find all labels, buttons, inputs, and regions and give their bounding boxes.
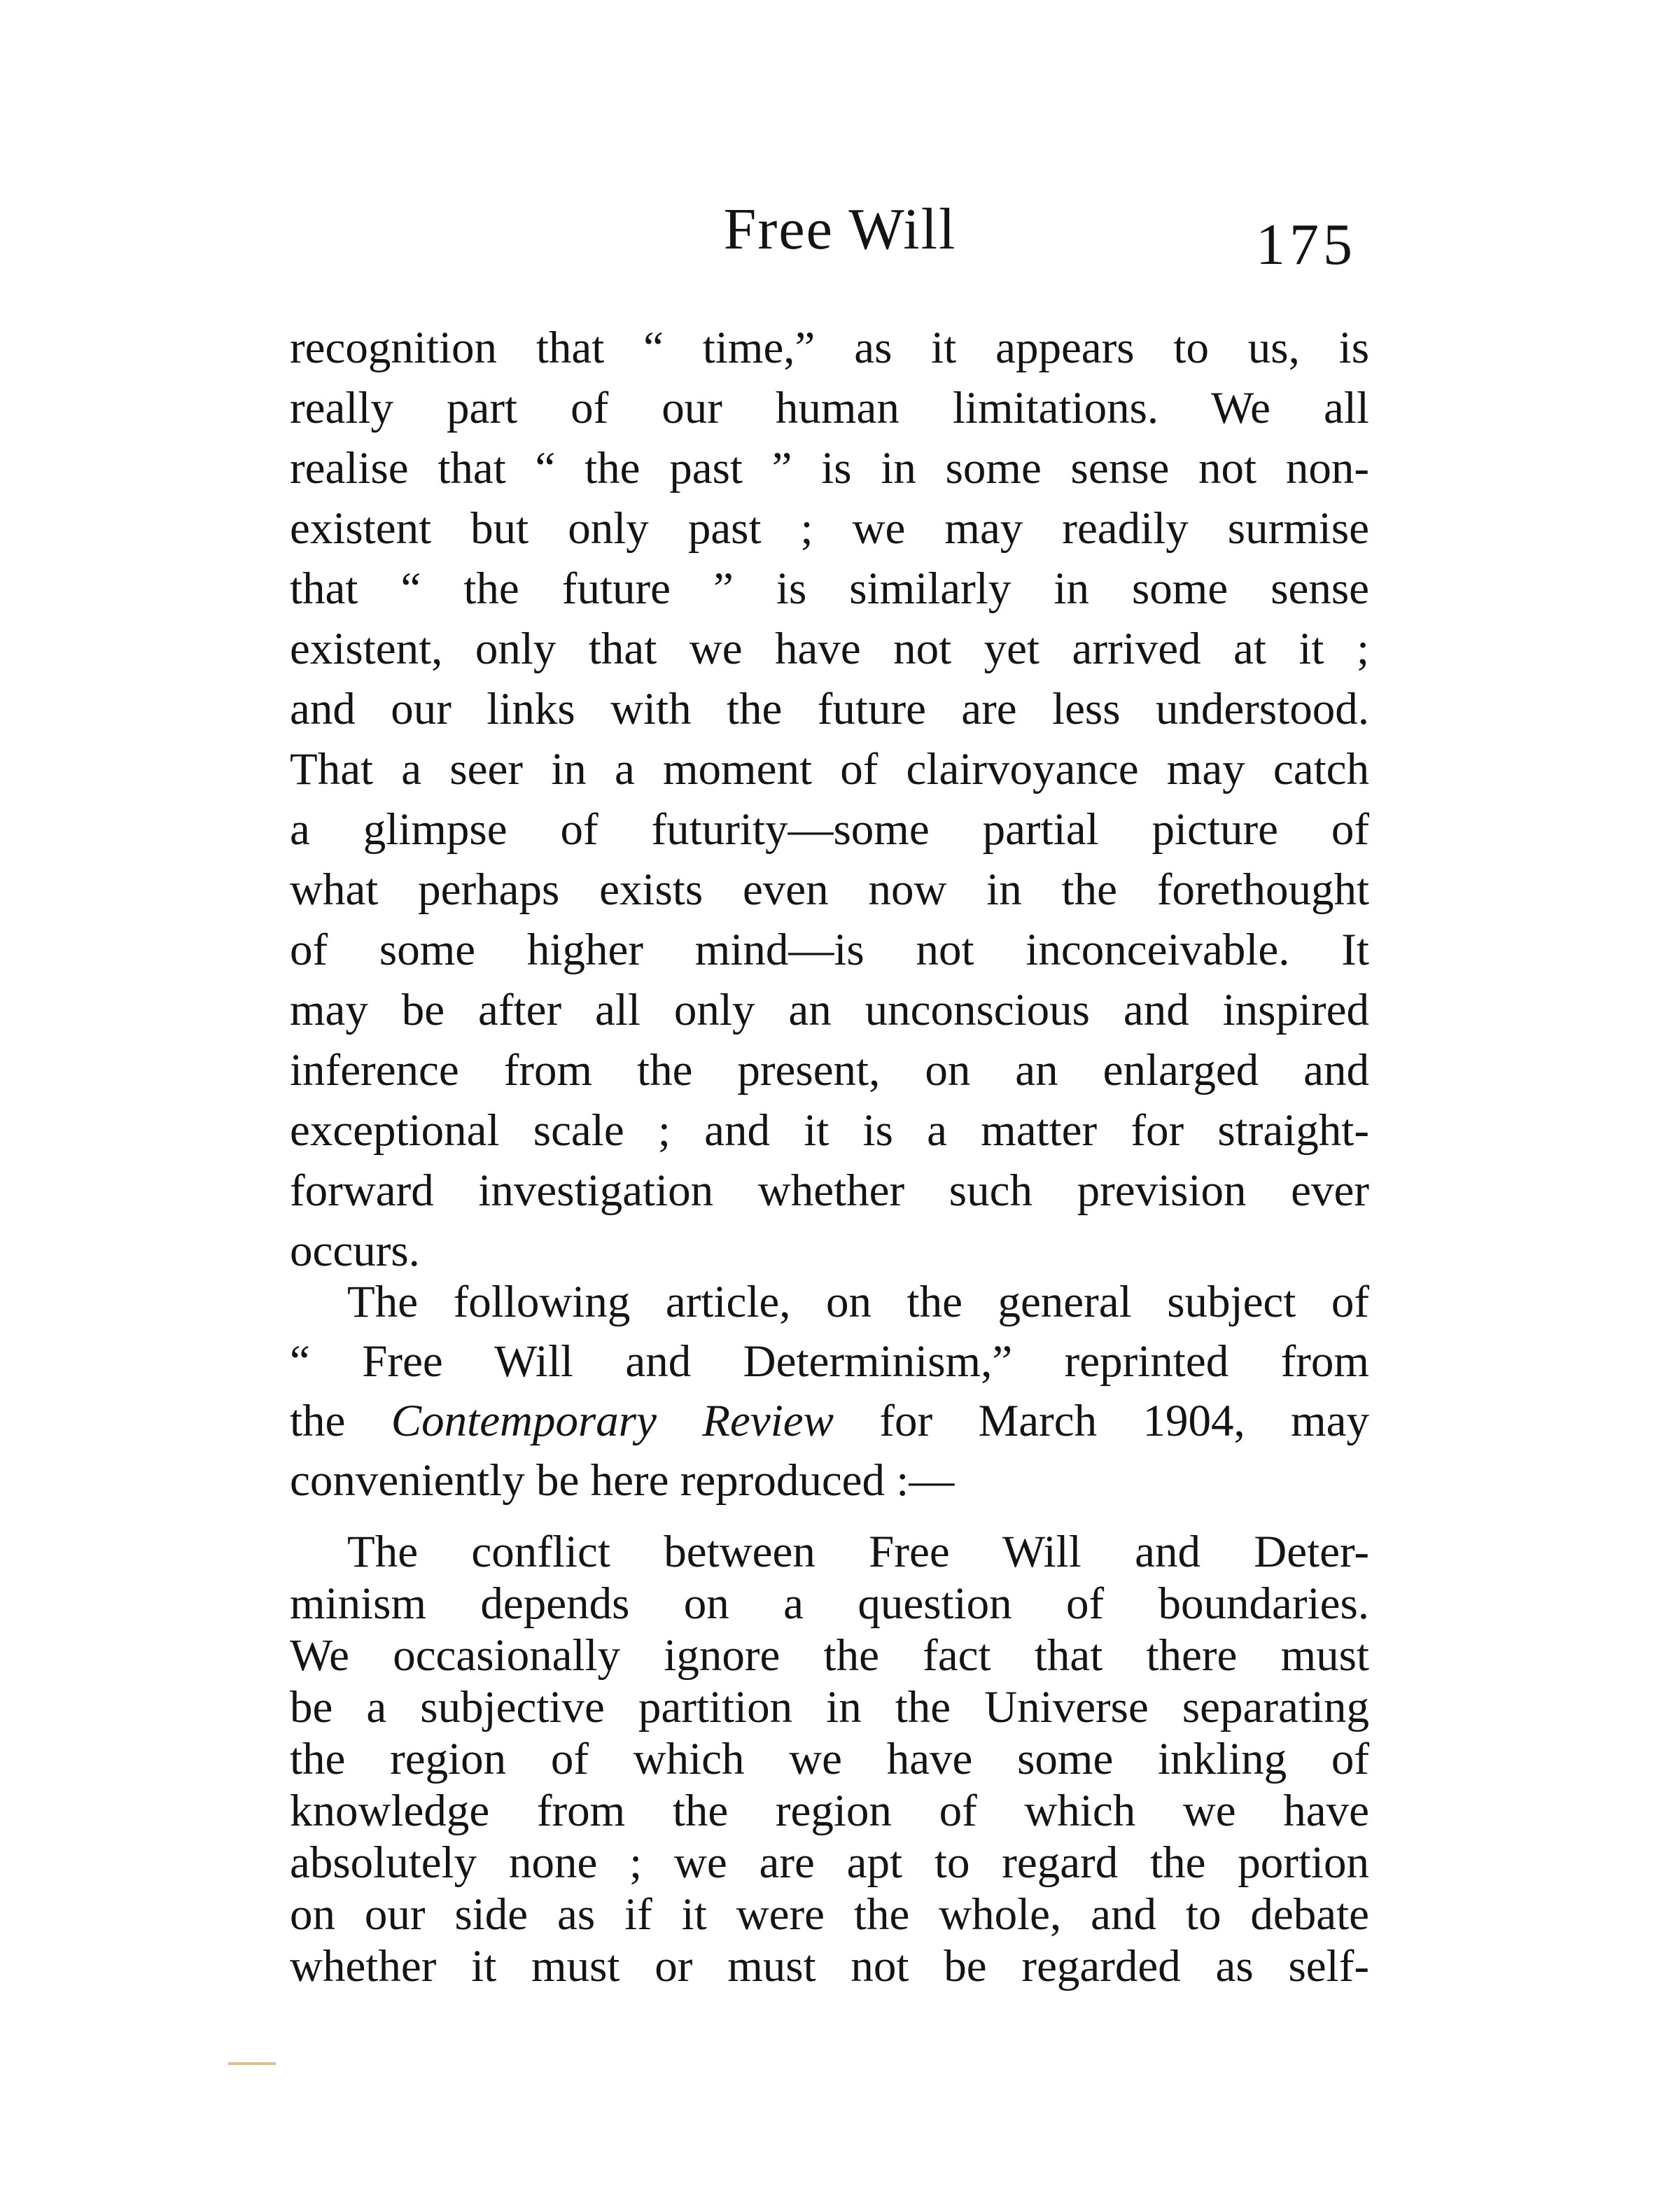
- text-line: “ Free Will and Determinism,” reprinted from: [290, 1336, 1369, 1387]
- text-line: We occasionally ignore the fact that there must: [290, 1630, 1369, 1681]
- text-line: what perhaps exists even now in the forethought: [290, 864, 1369, 915]
- text-line: on our side as if it were the whole, and to debate: [290, 1889, 1369, 1940]
- text-line: a glimpse of futurity—some partial picture of: [290, 804, 1369, 855]
- text-line: That a seer in a moment of clairvoyance may catch: [290, 744, 1369, 794]
- text-line: of some higher mind—is not inconceivable. It: [290, 925, 1369, 975]
- text-line: existent, only that we have not yet arrived at it ;: [290, 624, 1369, 674]
- text-line-with-title: [290, 1392, 1369, 1451]
- text-line: forward investigation whether such prevision ever: [290, 1166, 1369, 1216]
- text-line: minism depends on a question of boundaries.: [290, 1578, 1369, 1629]
- page-number: 175: [1256, 212, 1357, 277]
- text-line: realise that “ the past ” is in some sense not non-: [290, 443, 1369, 493]
- text-fragment: for March 1904, may: [879, 1396, 1369, 1446]
- text-fragment: the: [290, 1396, 346, 1446]
- text-line: whether it must or must not be regarded as self-: [290, 1941, 1369, 1991]
- paragraph-time: [290, 318, 1369, 1281]
- text-line: existent but only past ; we may readily surmise: [290, 503, 1369, 554]
- text-line: that “ the future ” is similarly in some sense: [290, 564, 1369, 614]
- text-line: absolutely none ; we are apt to regard the portion: [290, 1837, 1369, 1888]
- text-line: inference from the present, on an enlarged and: [290, 1045, 1369, 1096]
- text-line: The conflict between Free Will and Deter-: [347, 1527, 1369, 1577]
- paragraph-article-intro: [290, 1273, 1369, 1511]
- paragraph-reprint: [290, 1526, 1369, 1992]
- text-line: really part of our human limitations. We all: [290, 383, 1369, 433]
- text-line: exceptional scale ; and it is a matter for straight-: [290, 1105, 1369, 1156]
- periodical-title: Contemporary Review: [391, 1396, 834, 1446]
- scan-mark: [228, 2062, 276, 2065]
- text-line: knowledge from the region of which we have: [290, 1786, 1369, 1836]
- text-line: may be after all only an unconscious and inspired: [290, 985, 1369, 1035]
- text-line: be a subjective partition in the Universe separating: [290, 1682, 1369, 1732]
- text-line: the region of which we have some inkling of: [290, 1734, 1369, 1784]
- text-line: and our links with the future are less understood.: [290, 684, 1369, 734]
- text-line: occurs.: [290, 1226, 420, 1276]
- text-line: The following article, on the general subject of: [347, 1277, 1369, 1327]
- text-line: recognition that “ time,” as it appears to us, is: [290, 323, 1369, 373]
- running-title: Free Will: [723, 197, 957, 262]
- text-line: conveniently be here reproduced :—: [290, 1455, 955, 1506]
